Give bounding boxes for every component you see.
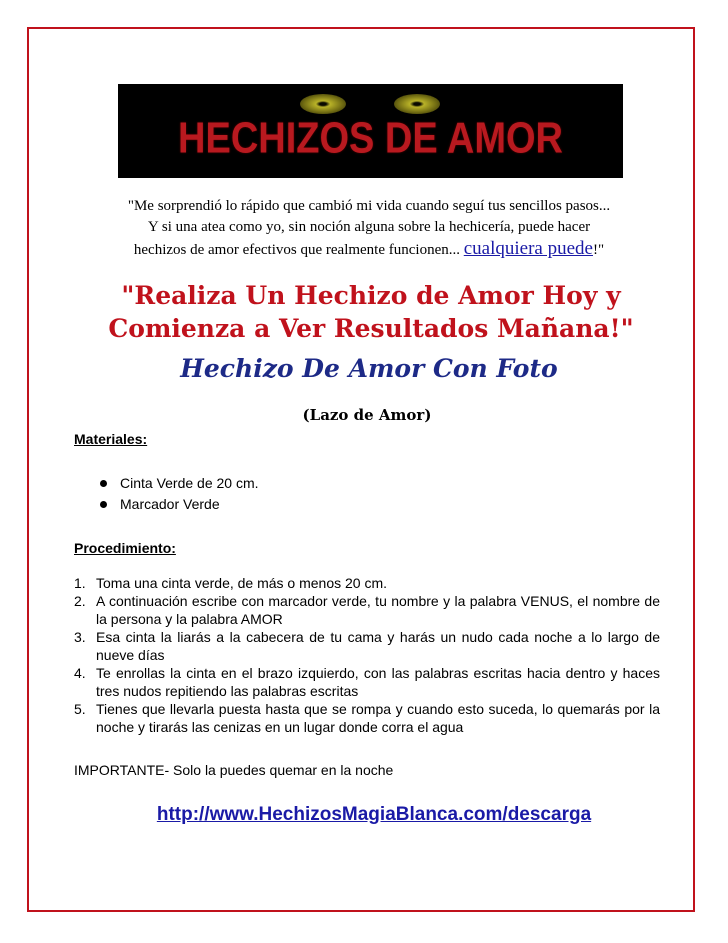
materials-heading: Materiales: [74, 431, 148, 447]
quote-line-1: "Me sorprendió lo rápido que cambió mi vida cuando seguí tus sencillos pasos... [127, 198, 611, 214]
step-number: 2. [74, 593, 86, 609]
step-text: A continuación escribe con marcador verde, tu nombre y la palabra VENUS, el nombre de la persona y la palabra AMOR [96, 593, 660, 627]
step-item [74, 574, 660, 592]
cualquiera-puede-link[interactable]: cualquiera puede [463, 238, 593, 259]
download-link[interactable]: http://www.HechizosMagiaBlanca.com/descarga [156, 804, 592, 825]
procedure-steps [74, 574, 660, 736]
list-item: Cinta Verde de 20 cm. [100, 473, 259, 494]
banner-image [118, 84, 623, 178]
spell-title: Hechizo De Amor Con Foto [180, 354, 558, 383]
left-eye-icon [300, 94, 346, 114]
headline-line-2: Comienza a Ver Resultados Mañana!" [108, 314, 634, 343]
step-text: Te enrollas la cinta en el brazo izquierdo, con las palabras escritas hacia dentro y haces tres nudos repitiendo las palabras escritas [96, 665, 660, 699]
step-number: 1. [74, 575, 86, 591]
step-text: Esa cinta la liarás a la cabecera de tu cama y harás un nudo cada noche a lo largo de nueve días [96, 629, 660, 663]
right-eye-icon [394, 94, 440, 114]
banner-title: HECHIZOS DE AMOR [178, 114, 563, 164]
procedure-heading: Procedimiento: [74, 540, 176, 556]
step-number: 4. [74, 665, 86, 681]
headline-line-1: "Realiza Un Hechizo de Amor Hoy y [121, 281, 621, 310]
step-item [74, 664, 660, 700]
step-number: 5. [74, 701, 86, 717]
step-text: Tienes que llevarla puesta hasta que se rompa y cuando esto suceda, lo quemarás por la noche y tirarás las cenizas en un lugar donde corra el agua [96, 701, 660, 735]
step-item [74, 700, 660, 736]
important-note: IMPORTANTE- Solo la puedes quemar en la noche [74, 762, 394, 778]
main-headline [78, 279, 664, 345]
quote-line-3-text: hechizos de amor efectivos que realmente funcionen... [133, 242, 460, 258]
quote-line-3 [74, 238, 664, 261]
spell-subtitle: (Lazo de Amor) [302, 406, 432, 424]
step-item [74, 628, 660, 664]
materials-list [100, 473, 259, 515]
quote-line-3-end: !" [592, 242, 605, 258]
step-text: Toma una cinta verde, de más o menos 20 cm. [96, 575, 388, 591]
step-number: 3. [74, 629, 86, 645]
quote-line-2: Y si una atea como yo, sin noción alguna sobre la hechicería, puede hacer [147, 219, 591, 235]
list-item: Marcador Verde [100, 494, 259, 515]
step-item [74, 592, 660, 628]
testimonial-quote [74, 196, 664, 261]
